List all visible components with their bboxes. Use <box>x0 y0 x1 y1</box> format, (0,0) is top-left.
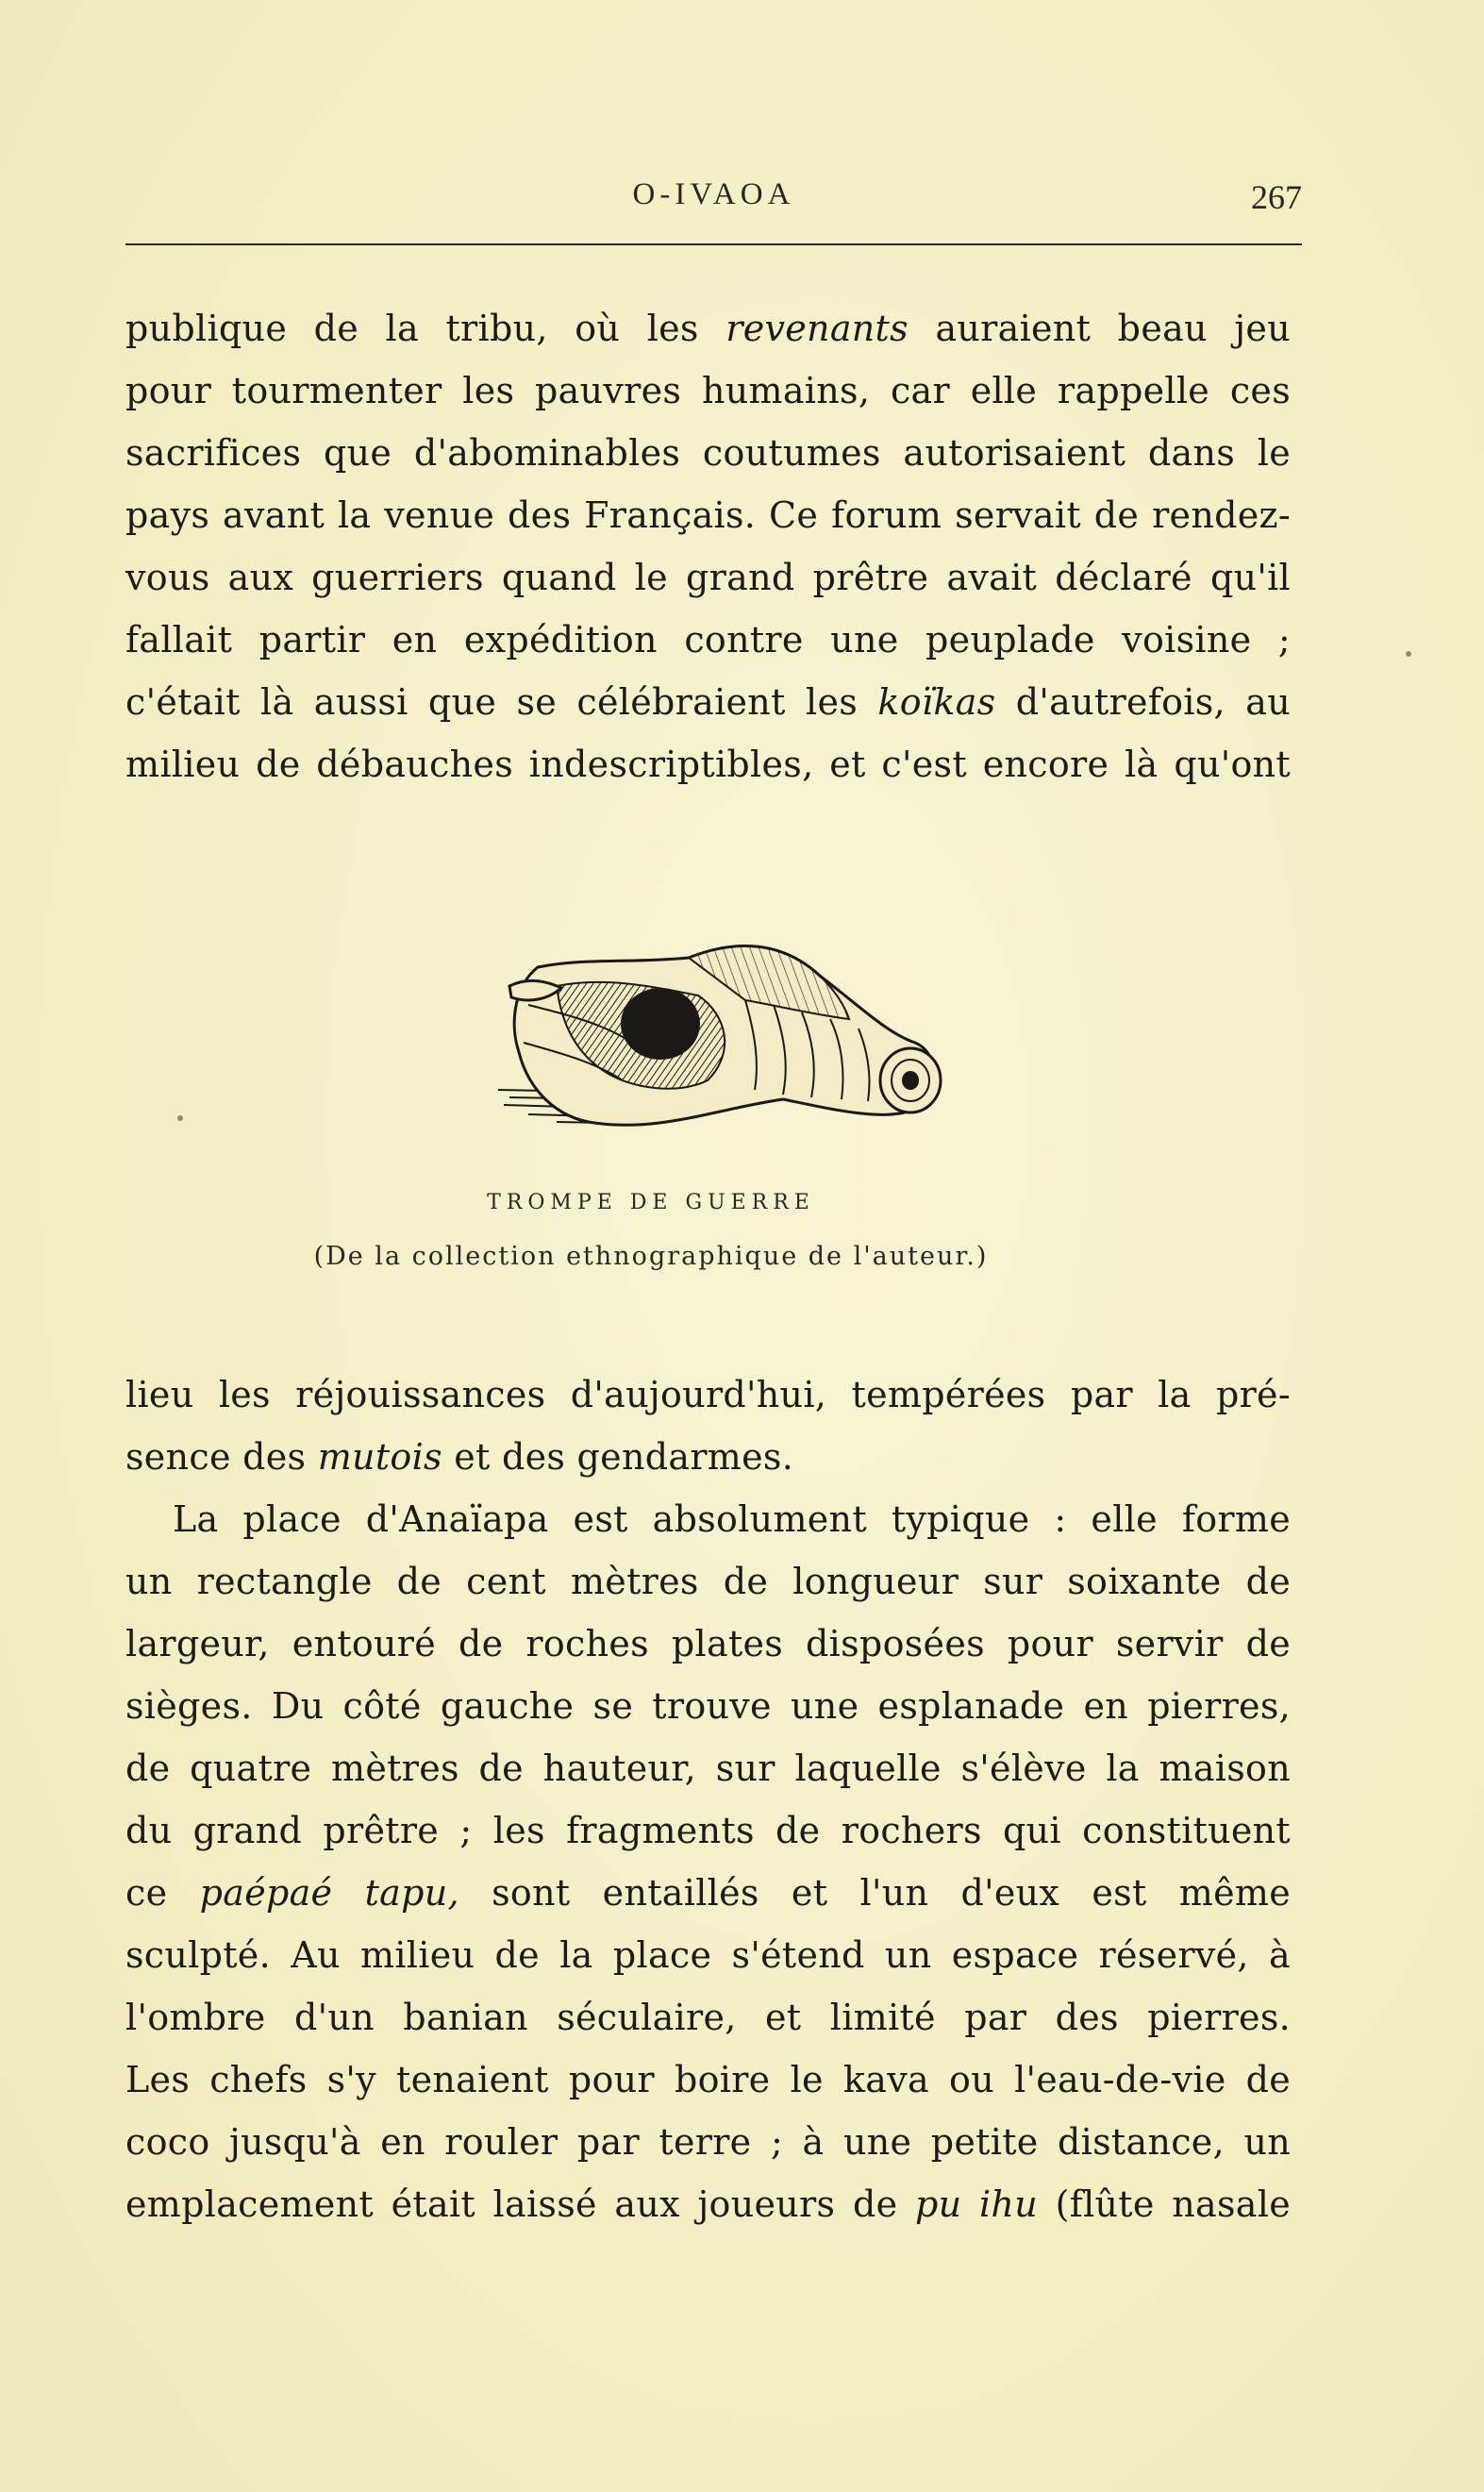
text-line <box>125 1737 1291 1799</box>
text-segment: du grand prêtre ; les fragments de rochers qui constituent <box>125 1810 1291 1851</box>
body-text-after-figure <box>125 1363 1291 2235</box>
text-line <box>125 733 1291 795</box>
italic-term: paépaé tapu, <box>199 1872 459 1914</box>
text-line <box>125 1488 1291 1550</box>
text-segment: (flûte nasale <box>1037 2183 1292 2225</box>
text-segment: pays avant la venue des Français. Ce forum servait de rendez- <box>125 494 1291 536</box>
text-line <box>125 360 1291 422</box>
body-text-before-figure <box>125 297 1291 795</box>
text-segment: de quatre mètres de hauteur, sur laquelle s'élève la maison <box>125 1748 1291 1789</box>
page-header <box>125 177 1302 225</box>
text-segment: largeur, entouré de roches plates disposées pour servir de <box>125 1623 1291 1664</box>
figure-caption: TROMPE DE GUERRE <box>487 1191 815 1214</box>
text-segment: lieu les réjouissances d'aujourd'hui, tempérées par la pré- <box>125 1374 1291 1415</box>
paper-speck <box>1406 651 1411 657</box>
text-line <box>125 1924 1291 1986</box>
text-line <box>125 609 1291 671</box>
figure-source: (De la collection ethnographique de l'auteur.) <box>313 1242 989 1271</box>
header-rule <box>125 243 1302 245</box>
text-line <box>125 297 1291 360</box>
text-line <box>125 1426 1291 1488</box>
italic-term: mutois <box>317 1436 442 1478</box>
text-line <box>125 1799 1291 1862</box>
text-segment: pour tourmenter les pauvres humains, car elle rappelle ces <box>125 370 1291 411</box>
text-segment: sont entaillés et l'un d'eux est même <box>459 1872 1292 1914</box>
text-segment: vous aux guerriers quand le grand prêtre avait déclaré qu'il <box>125 557 1291 598</box>
page-number: 267 <box>1251 178 1302 216</box>
italic-term: revenants <box>725 308 909 349</box>
text-segment: fallait partir en expédition contre une peuplade voisine ; <box>125 619 1291 661</box>
text-segment: Les chefs s'y tenaient pour boire le kava ou l'eau-de-vie de <box>125 2059 1291 2100</box>
italic-term: pu ihu <box>914 2183 1038 2225</box>
figure-war-trumpet <box>472 929 962 1156</box>
text-segment: sence des <box>125 1436 318 1478</box>
paper-speck <box>177 1115 183 1121</box>
text-line <box>125 1675 1291 1737</box>
text-line <box>125 2111 1291 2173</box>
text-line <box>125 1613 1291 1675</box>
text-segment: sculpté. Au milieu de la place s'étend un espace réservé, à <box>125 1934 1291 1976</box>
text-segment: un rectangle de cent mètres de longueur sur soixante de <box>125 1561 1291 1602</box>
text-segment: d'autrefois, au <box>995 681 1291 723</box>
text-segment: c'était là aussi que se célébraient les <box>125 681 878 723</box>
text-line <box>125 2173 1291 2235</box>
text-segment: milieu de débauches indescriptibles, et c'est encore là qu'ont <box>125 744 1291 785</box>
text-segment: coco jusqu'à en rouler par terre ; à une petite distance, un <box>125 2121 1291 2163</box>
text-line <box>125 1550 1291 1613</box>
text-segment: sièges. Du côté gauche se trouve une esplanade en pierres, <box>125 1685 1291 1727</box>
text-line <box>125 1986 1291 2049</box>
text-segment: auraient beau jeu <box>908 308 1291 349</box>
text-line <box>125 1363 1291 1426</box>
text-line <box>125 1862 1291 1924</box>
text-line <box>125 422 1291 484</box>
text-line <box>125 2049 1291 2111</box>
running-title: O-IVAOA <box>632 177 795 211</box>
text-segment: ce <box>125 1872 200 1914</box>
text-line <box>125 546 1291 609</box>
italic-term: koïkas <box>877 681 996 723</box>
text-segment: et des gendarmes. <box>442 1436 794 1478</box>
text-segment: emplacement était laissé aux joueurs de <box>125 2183 915 2225</box>
text-segment: publique de la tribu, où les <box>125 308 726 349</box>
text-line <box>125 484 1291 546</box>
text-segment: La place d'Anaïapa est absolument typique : elle forme <box>173 1498 1291 1540</box>
text-segment: l'ombre d'un banian séculaire, et limité par des pierres. <box>125 1997 1291 2038</box>
text-segment: sacrifices que d'abominables coutumes autorisaient dans le <box>125 432 1291 474</box>
text-line <box>125 671 1291 733</box>
war-trumpet-shell-illustration <box>472 929 962 1156</box>
